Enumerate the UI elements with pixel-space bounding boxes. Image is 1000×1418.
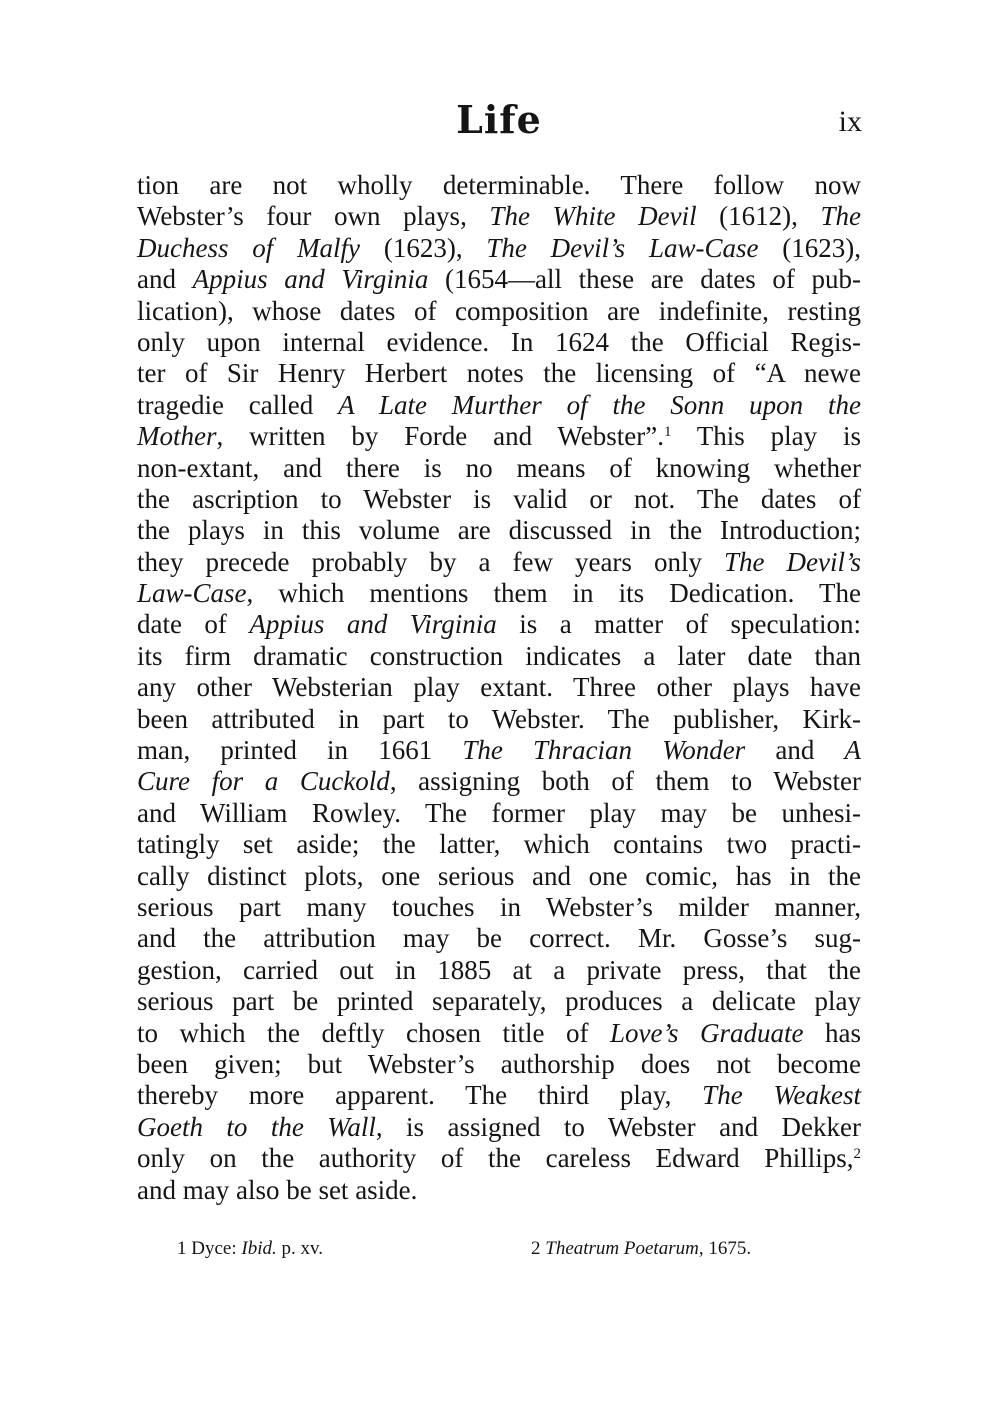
- text-line: [137, 1175, 861, 1206]
- text-line: [137, 609, 861, 640]
- text-line: [137, 672, 861, 703]
- italic-title: The: [820, 201, 862, 232]
- text-run: 1 Dyce:: [177, 1238, 242, 1259]
- text-line: [137, 798, 861, 829]
- text-run: , assigning both of them to Webster: [389, 766, 861, 797]
- text-line: [137, 390, 861, 421]
- italic-title: The White Devil: [489, 201, 697, 232]
- text-line: [137, 641, 861, 672]
- text-line: [137, 547, 861, 578]
- text-run: non-extant, and there is no means of knowing whether: [137, 452, 861, 483]
- running-head-title: Life: [456, 97, 542, 142]
- text-line: [137, 735, 861, 766]
- text-run: been given; but Webster’s authorship does not become: [137, 1048, 861, 1079]
- text-run: its firm dramatic construction indicates a later date than: [137, 640, 861, 671]
- page-number: ix: [838, 105, 862, 138]
- text-run: has: [803, 1017, 862, 1048]
- italic-title: The Thracian Wonder: [462, 735, 746, 766]
- italic-title: Appius and Virginia: [249, 609, 497, 640]
- text-line: [137, 1080, 861, 1111]
- italic-title: Law-Case: [137, 578, 247, 609]
- italic-title: Mother: [137, 421, 217, 452]
- text-run: , 1675.: [698, 1238, 752, 1259]
- text-run: p. xv.: [276, 1238, 324, 1259]
- text-line: [137, 1018, 861, 1049]
- text-run: the plays in this volume are discussed in the Introduction;: [137, 515, 861, 546]
- footnote-marker: 2: [853, 1146, 861, 1163]
- text-line: [137, 421, 861, 452]
- italic-title: Goeth to the Wall: [137, 1111, 376, 1142]
- text-line: [137, 358, 861, 389]
- italic-title: The Weakest: [702, 1080, 861, 1111]
- text-line: [137, 955, 861, 986]
- text-line: [137, 170, 861, 201]
- text-run: (1623),: [758, 232, 861, 263]
- italic-title: Cure for a Cuckold: [137, 766, 390, 797]
- italic-title: Duchess of Malfy: [137, 232, 361, 263]
- text-run: lication), whose dates of composition are indefinite, resting: [137, 295, 861, 326]
- text-run: gestion, carried out in 1885 at a private press, that the: [137, 954, 861, 985]
- text-line: [137, 264, 861, 295]
- text-line: [137, 923, 861, 954]
- text-line: [137, 892, 861, 923]
- text-run: , written by Forde and Webster”.: [216, 421, 664, 452]
- italic-title: A: [844, 735, 862, 766]
- italic-title: Appius and Virginia: [192, 264, 429, 295]
- text-run: , which mentions them in its Dedication. The: [246, 578, 861, 609]
- footnote-1: [177, 1236, 323, 1262]
- text-run: serious part be printed separately, produces a delicate play: [137, 986, 861, 1017]
- text-run: and: [745, 735, 845, 766]
- text-run: and the attribution may be correct. Mr. Gosse’s sug-: [137, 923, 861, 954]
- text-line: [137, 327, 861, 358]
- text-run: ter of Sir Henry Herbert notes the licensing of “A newe: [137, 358, 861, 389]
- text-run: the ascription to Webster is valid or not. The dates of: [137, 483, 861, 514]
- text-run: (1623),: [360, 232, 487, 263]
- text-line: [137, 296, 861, 327]
- text-run: only on the authority of the careless Edward Phillips,: [137, 1143, 854, 1174]
- text-line: [137, 453, 861, 484]
- text-run: date of: [137, 609, 250, 640]
- text-line: [137, 704, 861, 735]
- text-run: Webster’s four own plays,: [137, 201, 490, 232]
- footnote-2: [531, 1236, 751, 1262]
- footnote-marker: 1: [663, 424, 672, 441]
- text-run: tion are not wholly determinable. There follow now: [137, 170, 861, 200]
- text-run: cally distinct plots, one serious and one comic, has in the: [137, 860, 861, 891]
- text-run: tragedie called: [137, 389, 339, 420]
- italic-title: Ibid.: [241, 1238, 277, 1259]
- running-head: [136, 98, 862, 148]
- italic-title: Theatrum Poetarum: [545, 1238, 699, 1259]
- text-run: man, printed in 1661: [137, 735, 463, 766]
- text-line: [137, 515, 861, 546]
- text-line: [137, 233, 861, 264]
- text-run: any other Websterian play extant. Three other plays have: [137, 672, 861, 703]
- text-run: and William Rowley. The former play may be unhesi-: [137, 797, 861, 828]
- text-run: is a matter of speculation:: [496, 609, 861, 640]
- italic-title: The Devil’s: [723, 546, 861, 577]
- text-run: serious part many touches in Webster’s milder manner,: [137, 891, 861, 922]
- text-line: [137, 766, 861, 797]
- text-run: and may also be set aside.: [137, 1174, 418, 1205]
- text-line: [137, 1049, 861, 1080]
- text-run: thereby more apparent. The third play,: [137, 1080, 703, 1111]
- text-line: [137, 578, 861, 609]
- text-run: tatingly set aside; the latter, which contains two practi-: [137, 829, 861, 860]
- text-run: been attributed in part to Webster. The publisher, Kirk-: [137, 703, 861, 734]
- text-run: only upon internal evidence. In 1624 the Official Regis-: [137, 326, 861, 357]
- text-run: they precede probably by a few years only: [137, 546, 724, 577]
- text-run: 2: [531, 1238, 546, 1259]
- italic-title: Love’s Graduate: [609, 1017, 804, 1048]
- text-line: [137, 201, 861, 232]
- italic-title: The Devil’s Law-Case: [486, 232, 759, 263]
- text-line: [137, 1143, 861, 1174]
- body-text: [137, 170, 861, 1206]
- text-run: to which the deftly chosen title of: [137, 1017, 610, 1048]
- text-line: [137, 986, 861, 1017]
- text-run: , is assigned to Webster and Dekker: [375, 1111, 861, 1142]
- footnotes: [137, 1236, 861, 1262]
- text-line: [137, 861, 861, 892]
- text-run: This play is: [671, 421, 861, 452]
- text-line: [137, 1112, 861, 1143]
- text-run: and: [137, 264, 193, 295]
- text-line: [137, 829, 861, 860]
- text-line: [137, 484, 861, 515]
- italic-title: A Late Murther of the Sonn upon the: [338, 389, 861, 420]
- text-run: (1612),: [696, 201, 821, 232]
- text-run: (1654—all these are dates of pub-: [428, 264, 862, 295]
